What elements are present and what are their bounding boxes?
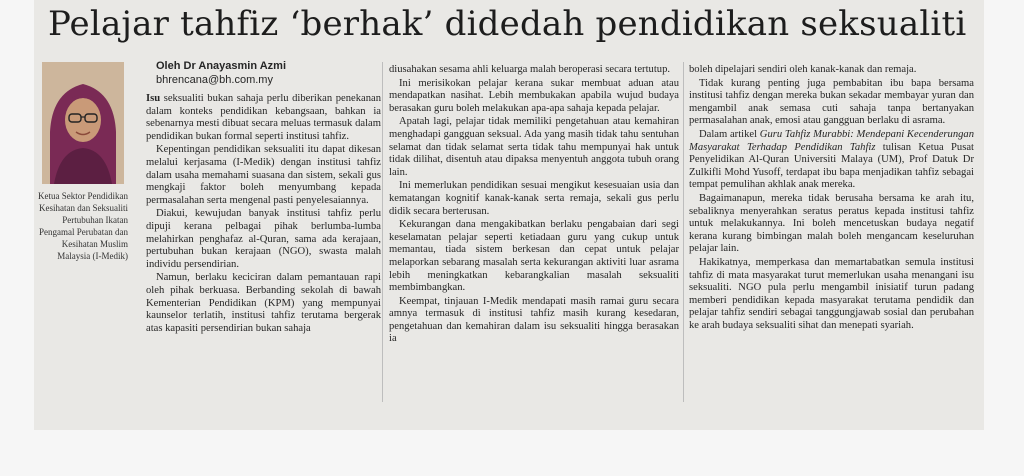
author-photo bbox=[42, 62, 124, 184]
author-email: bhrencana@bh.com.my bbox=[156, 74, 273, 86]
paragraph: Isu seksualiti bukan sahaja perlu diberikan penekanan dalam konteks pendidikan kebangsaan, bahkan ia sebenarnya mesti dibuat secara meluas termasuk dalam pendidikan bukan formal seperti institusi tahfiz. bbox=[146, 93, 381, 142]
column-divider bbox=[683, 62, 684, 402]
author-portrait-icon bbox=[42, 62, 124, 184]
newspaper-clipping bbox=[34, 0, 984, 430]
column-2 bbox=[389, 64, 679, 347]
lead-word: Isu bbox=[146, 93, 161, 104]
paragraph: Apatah lagi, pelajar tidak memiliki pengetahuan atau kemahiran menghadapi gangguan seksual. Ada yang masih tidak tahu sentuhan selamat dan tidak selamat serta tidak tahu mempunyai hak untuk tidak dilihat, disentuh atau dipaksa menyentuh anggota tubuh orang lain. bbox=[389, 116, 679, 178]
paragraph: Keempat, tinjauan I-Medik mendapati masih ramai guru secara amnya termasuk di institusi tahfiz masih kurang kesedaran, pengetahuan dan kemahiran dalam isu seksualiti hingga berasakan ia bbox=[389, 295, 679, 345]
headline: Pelajar tahfiz ‘berhak’ didedah pendidikan seksualiti bbox=[48, 4, 967, 44]
column-divider bbox=[382, 62, 383, 402]
article-title: Guru Tahfiz Murabbi: Mendepani Kecenderungan Masyarakat Terhadap Pendidikan Tahfiz bbox=[689, 128, 975, 153]
paragraph: Hakikatnya, memperkasa dan memartabatkan semula institusi tahfiz di mata masyarakat turut memerlukan usaha menangani isu seksualiti. NGO pula perlu mengambil inisiatif turun padang memberi pendidikan kepada masyarakat terutama pendidik dan pelajar tahfiz sendiri sebagai tanggungjawab sosial dan perubahan ke arah budaya seksualiti sihat dan menepati syariah. bbox=[689, 256, 974, 331]
paragraph: Diakui, kewujudan banyak institusi tahfiz perlu dipuji kerana pelbagai pihak berlumba-lumba melahirkan penghafaz al-Quran, sama ada kerajaan, pertubuhan bukan kerajaan (NGO), swasta malah individu persendirian. bbox=[146, 208, 381, 270]
photo-caption: Ketua Sektor Pendidikan Kesihatan dan Seksualiti Pertubuhan Ikatan Pengamal Perubatan dan Kesihatan Muslim Malaysia (I-Medik) bbox=[38, 191, 128, 261]
paragraph: Bagaimanapun, mereka tidak berusaha bersama ke arah itu, sebaliknya menyerahkan seratus peratus kepada institusi tahfiz untuk melakukannya. Ini boleh mencetuskan budaya negatif kerana kurang bimbingan malah boleh mengancam keseluruhan pelajar lain. bbox=[689, 192, 974, 255]
paragraph: Dalam artikel Guru Tahfiz Murabbi: Mendepani Kecenderungan Masyarakat Terhadap Pendidikan Tahfiz tulisan Ketua Pusat Penyelidikan Al-Quran Universiti Malaya (UM), Prof Datuk Dr Zulkifli Mohd Yusoff, terdapat ibu bapa menjadikan tahfiz sebagai tempat pemulihan akhlak anak mereka. bbox=[689, 128, 975, 191]
column-1 bbox=[146, 60, 381, 336]
paragraph: diusahakan sesama ahli keluarga malah beroperasi secara tertutup. bbox=[389, 64, 671, 75]
author-name: Oleh Dr Anayasmin Azmi bbox=[156, 60, 286, 72]
paragraph: Kekurangan dana mengakibatkan berlaku pengabaian dari segi keselamatan pelajar seperti ketiadaan guru yang cukup untuk memantau, tiada sistem berkesan dan cepat untuk pelajar melaporkan sebarang masalah serta kekurangan aktiviti luar asrama lebih meningkatkan kebarangkalian masalah seksualiti membimbangkan. bbox=[389, 219, 679, 294]
paragraph: Ini merisikokan pelajar kerana sukar membuat aduan atau mendapatkan nasihat. Lebih membukakan apabila wujud budaya berasakan guru boleh melakukan apa-apa sahaja kepada pelajar. bbox=[389, 77, 679, 114]
paragraph: boleh dipelajari sendiri oleh kanak-kanak dan remaja. bbox=[689, 64, 917, 75]
paragraph: Kepentingan pendidikan seksualiti itu dapat dikesan melalui kerjasama (I-Medik) dengan institusi tahfiz dalam usaha memahami suasana dan sistem, sekali gus mengkaji faktor boleh menyumbang kepada permasalahan serta mengenal pasti penyelesaiannya. bbox=[146, 144, 381, 206]
paragraph: Ini memerlukan pendidikan sesuai mengikut kesesuaian usia dan kematangan kognitif kanak-kanak serta remaja, sekali gus perlu didik secara berterusan. bbox=[389, 180, 679, 217]
paragraph: Tidak kurang penting juga pembabitan ibu bapa bersama institusi tahfiz dengan mereka bukan sekadar membayar yuran dan mengambil anak semasa cuti sahaja tanpa bertanyakan permasalahan anak, emosi atau gangguan berlaku di asrama. bbox=[689, 77, 974, 127]
paragraph: Namun, berlaku keciciran dalam pemantauan rapi oleh pihak berkuasa. Berbanding sekolah di bawah Kementerian Pendidikan (KPM) yang mempunyai kaunselor terlatih, institusi tahfiz terutama bergerak atas kapasiti persendirian bukan sahaja bbox=[146, 272, 381, 334]
column-3 bbox=[689, 64, 974, 333]
